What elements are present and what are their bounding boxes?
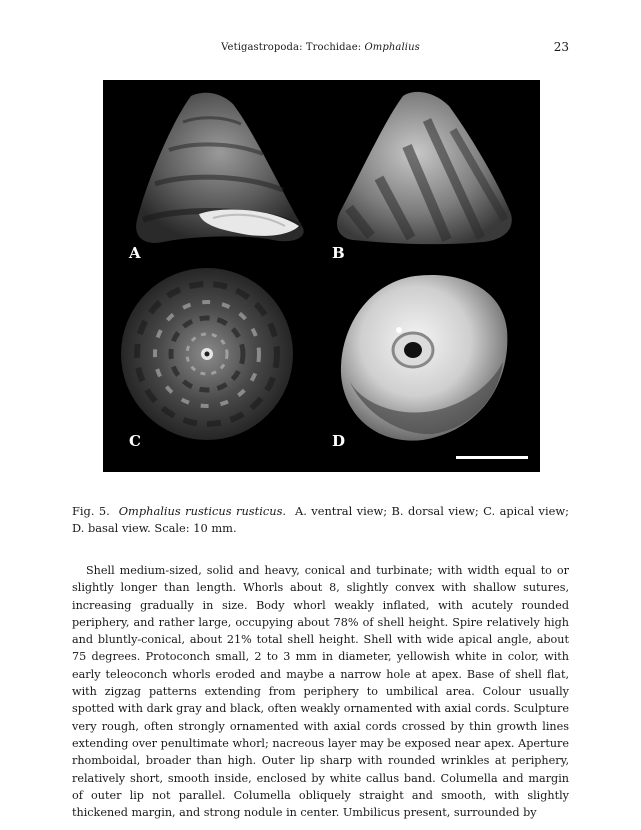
panel-label-a: A <box>129 244 141 262</box>
figure-plate <box>103 80 540 472</box>
figure-photographs <box>103 80 540 472</box>
scale-bar <box>456 456 528 459</box>
panel-d-shell <box>341 275 507 441</box>
caption-species: Omphalius rusticus rusticus. <box>118 504 287 519</box>
caption-text: A. ventral view; B. dorsal view; C. apical view; D. basal view. Scale: 10 mm. <box>72 504 569 536</box>
figure-caption <box>72 503 569 537</box>
panel-label-d: D <box>332 432 346 450</box>
panel-b-shell <box>337 92 512 244</box>
panel-c-shell <box>121 268 293 440</box>
page-number: 23 <box>553 40 569 54</box>
panel-label-b: B <box>332 244 345 262</box>
running-head-prefix: Vetigastropoda: Trochidae: <box>221 42 365 53</box>
panel-label-c: C <box>129 432 141 450</box>
running-head <box>0 42 641 53</box>
running-head-genus: Omphalius <box>364 42 420 53</box>
shell-description-paragraph: Shell medium-sized, solid and heavy, conical and turbinate; with width equal to or slightly longer than length. Whorls about 8, slightly convex with shallow sutures, increasing gradually in size. Body whorl weakly inflated, with acutely rounded periphery, and rather large, occupying about 78% of shell height. Spire relatively high and bluntly-conical, about 21% total shell height. Shell with wide apical angle, about 75 degrees. Protoconch small, 2 to 3 mm in diameter, yellowish white in color, with early teleoconch whorls eroded and maybe a narrow hole at apex. Base of shell flat, with zigzag patterns extending from periphery to umbilical area. Colour usually spotted with dark gray and black, often weakly ornamented with axial cords. Sculpture very rough, often strongly ornamented with axial cords crossed by thin growth lines extending over penultimate whorl; nacreous layer may be exposed near apex. Aperture rhomboidal, broader than high. Outer lip sharp with rounded wrinkles at periphery, relatively short, smooth inside, enclosed by white callus band. Columella and margin of outer lip not parallel. Columella obliquely straight and smooth, with slightly thickened margin, and strong nodule in center. Umbilicus present, surrounded by <box>72 564 569 820</box>
caption-fig-label: Fig. 5. <box>72 504 110 519</box>
panel-a-shell <box>136 93 304 243</box>
